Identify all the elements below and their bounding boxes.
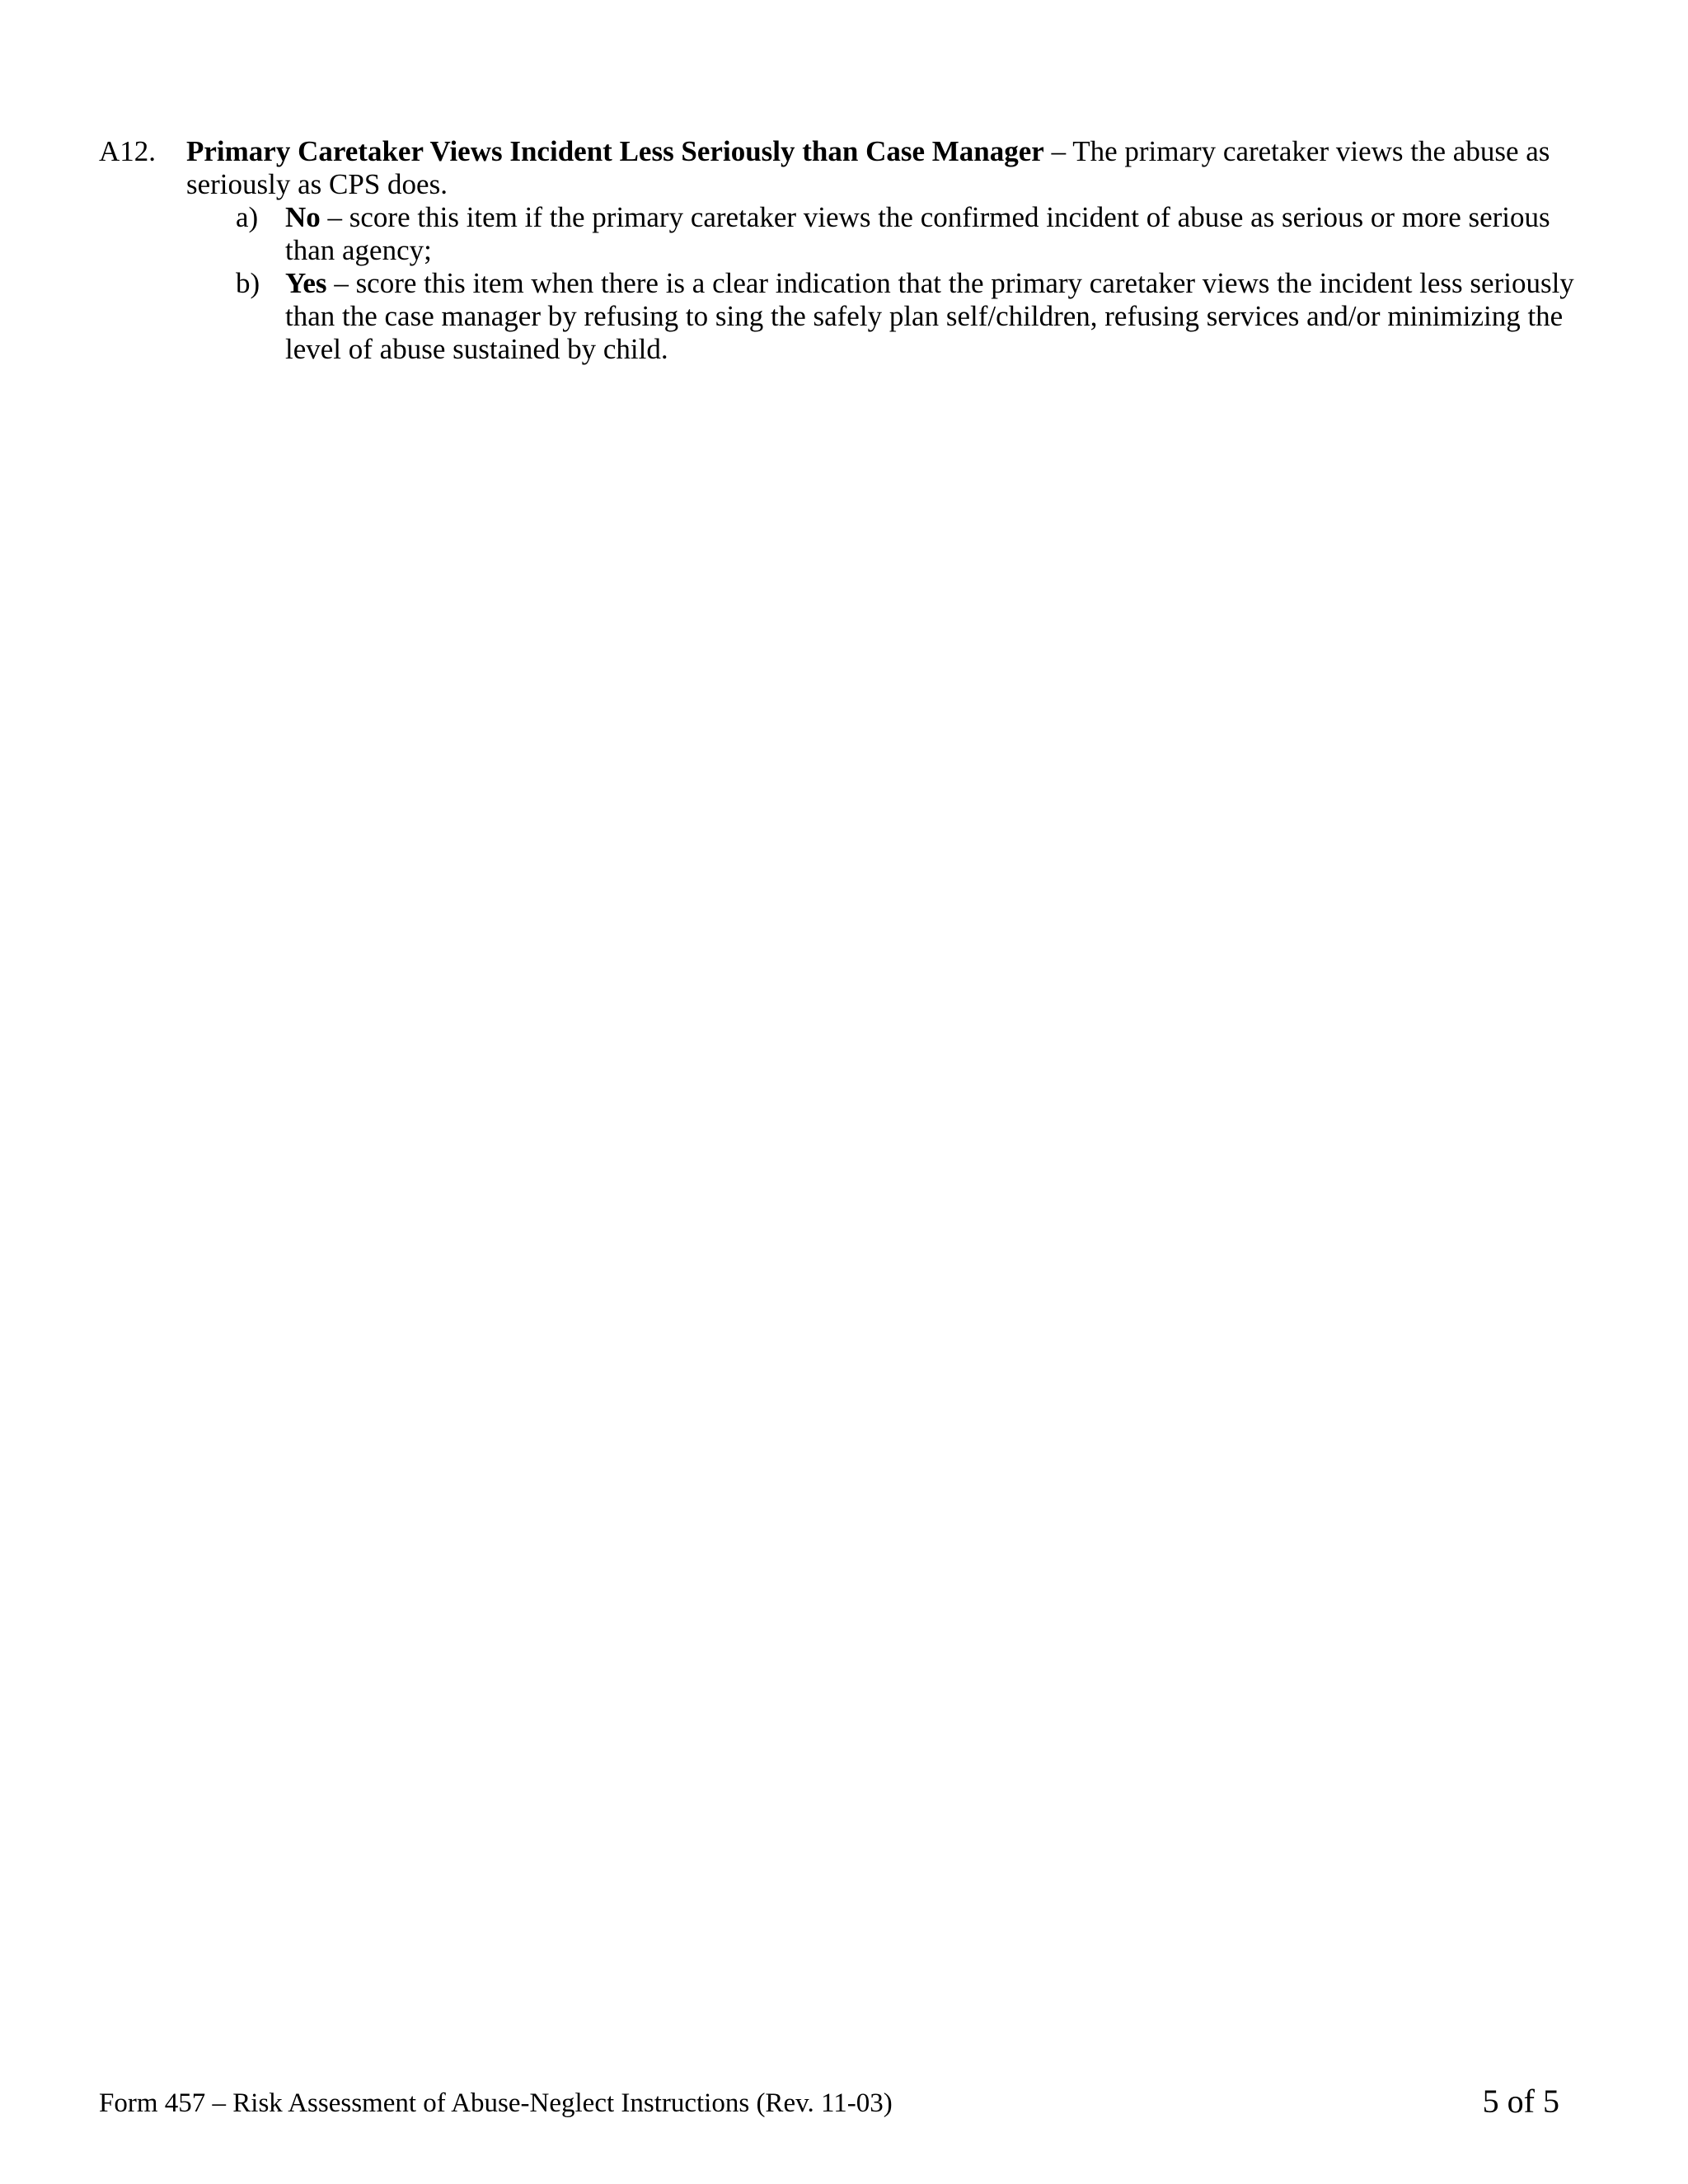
page-number: 5 of 5 [1482,2083,1559,2120]
item-body [186,135,1571,201]
item-title: Primary Caretaker Views Incident Less Seriously than Case Manager [186,135,1044,167]
option-text: – score this item when there is a clear indication that the primary caretaker views the incident less seriously than the case manager by refusing to sing the safely plan self/children, refusing services and/or minimizing the level of abuse sustained by child. [285,267,1574,365]
option-letter: b) [236,267,260,299]
item-number: A12. [99,135,157,167]
option-no [99,201,1582,267]
option-key: No [285,201,321,233]
option-yes [99,267,1582,366]
option-text: – score this item if the primary caretaker views the confirmed incident of abuse as serious or more serious than agency; [285,201,1550,266]
page-footer [99,2081,1559,2122]
footer-form-title: Form 457 – Risk Assessment of Abuse-Neglect Instructions (Rev. 11-03) [99,2088,893,2118]
options-list [99,201,1582,366]
item-intro: – The primary caretaker views the abuse as seriously as CPS does. [186,135,1550,200]
option-letter: a) [236,201,259,233]
item-heading [186,135,1571,201]
item-a12 [99,135,1582,366]
option-key: Yes [285,267,327,299]
